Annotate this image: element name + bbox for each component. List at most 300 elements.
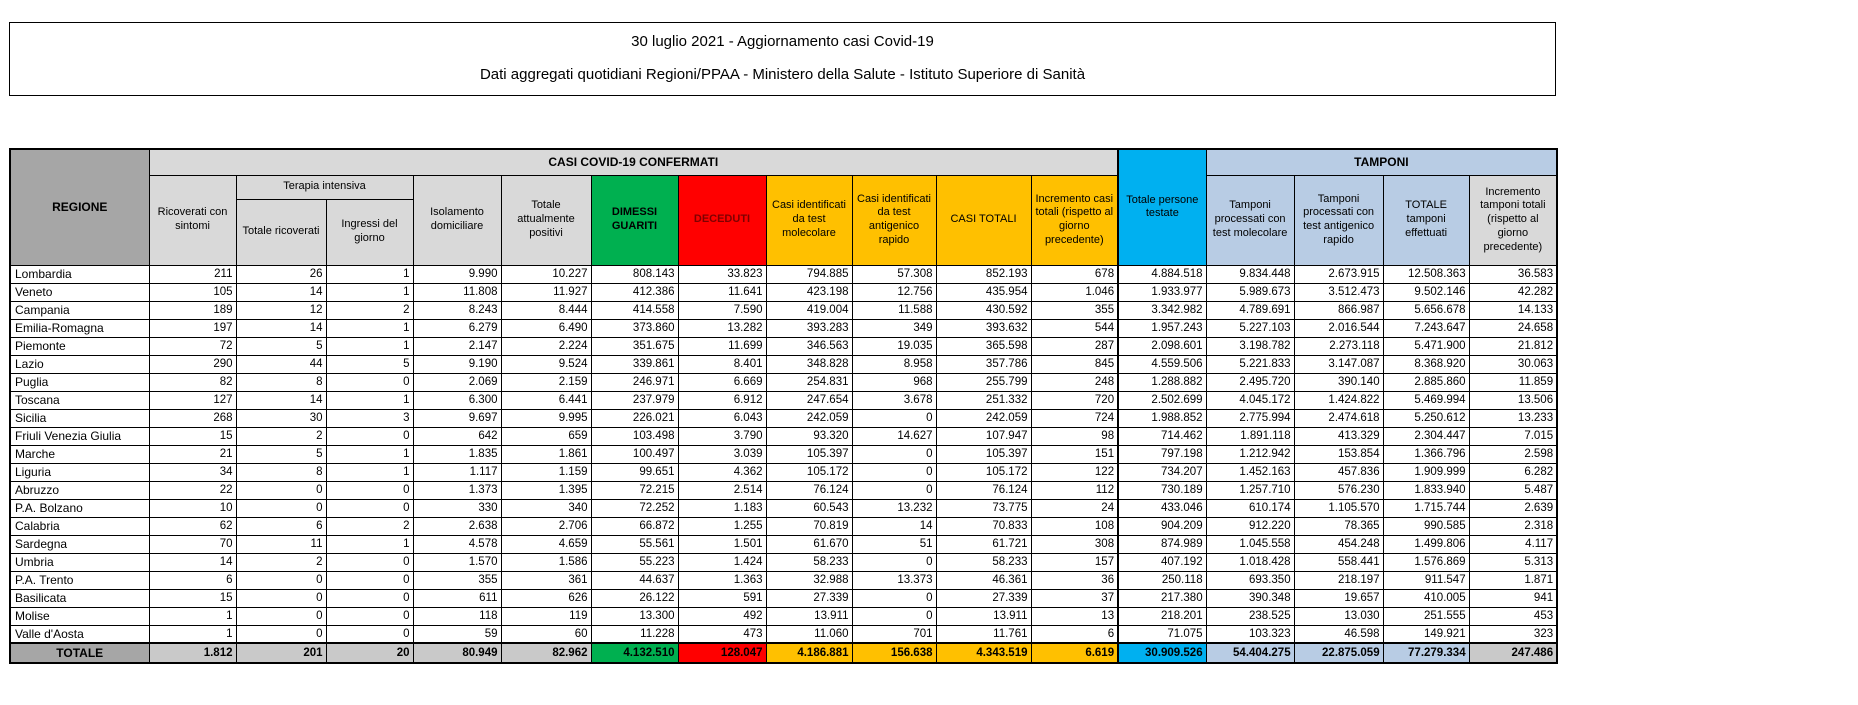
cell-isolamento: 330 <box>413 499 501 517</box>
cell-ricoverati_sintomi: 1 <box>149 625 236 643</box>
cell-casi_antigenico: 0 <box>852 445 936 463</box>
cell-totale_ricoverati: 12 <box>236 301 326 319</box>
cell-totale_tamponi: 5.471.900 <box>1383 337 1469 355</box>
cell-casi_molecolare: 60.543 <box>766 499 852 517</box>
cell-isolamento: 642 <box>413 427 501 445</box>
table-row <box>10 265 1557 283</box>
cell-dimessi: 414.558 <box>591 301 678 319</box>
cell-tamponi_molecolare: 610.174 <box>1206 499 1294 517</box>
header-isolamento: Isolamento domiciliare <box>413 175 501 265</box>
cell-casi_antigenico: 0 <box>852 481 936 499</box>
cell-totale_tamponi: 2.885.860 <box>1383 373 1469 391</box>
cell-ingressi_giorno: 0 <box>326 481 413 499</box>
total-row <box>10 643 1557 663</box>
cell-tamponi_antigenico: 2.673.915 <box>1294 265 1383 283</box>
region-name: Toscana <box>10 391 149 409</box>
region-name: Valle d'Aosta <box>10 625 149 643</box>
cell-attualmente_positivi: 10.227 <box>501 265 591 283</box>
cell-ricoverati_sintomi: 72 <box>149 337 236 355</box>
table-row <box>10 517 1557 535</box>
header-dimessi-guariti: DIMESSI GUARITI <box>591 175 678 265</box>
cell-attualmente_positivi: 340 <box>501 499 591 517</box>
cell-ricoverati_sintomi: 22 <box>149 481 236 499</box>
region-name: Calabria <box>10 517 149 535</box>
cell-dimessi: 351.675 <box>591 337 678 355</box>
cell-tamponi_molecolare: 2.495.720 <box>1206 373 1294 391</box>
cell-tamponi_antigenico: 390.140 <box>1294 373 1383 391</box>
total-cell-casi_totali: 4.343.519 <box>936 643 1031 663</box>
cell-persone_testate: 730.189 <box>1118 481 1206 499</box>
cell-casi_antigenico: 349 <box>852 319 936 337</box>
cell-casi_antigenico: 19.035 <box>852 337 936 355</box>
header-casi-antigenico: Casi identificati da test antigenico rapido <box>852 175 936 265</box>
cell-deceduti: 1.501 <box>678 535 766 553</box>
cell-casi_antigenico: 0 <box>852 409 936 427</box>
cell-incremento_casi: 845 <box>1031 355 1118 373</box>
header-incremento-tamponi: Incremento tamponi totali (rispetto al giorno precedente) <box>1469 175 1557 265</box>
cell-ricoverati_sintomi: 34 <box>149 463 236 481</box>
cell-ingressi_giorno: 0 <box>326 499 413 517</box>
cell-persone_testate: 1.988.852 <box>1118 409 1206 427</box>
table-row <box>10 535 1557 553</box>
cell-tamponi_molecolare: 4.789.691 <box>1206 301 1294 319</box>
cell-incremento_tamponi: 42.282 <box>1469 283 1557 301</box>
cell-isolamento: 6.279 <box>413 319 501 337</box>
cell-dimessi: 55.223 <box>591 553 678 571</box>
cell-isolamento: 9.697 <box>413 409 501 427</box>
cell-ingressi_giorno: 0 <box>326 427 413 445</box>
cell-casi_antigenico: 12.756 <box>852 283 936 301</box>
cell-deceduti: 6.669 <box>678 373 766 391</box>
cell-ricoverati_sintomi: 15 <box>149 427 236 445</box>
cell-attualmente_positivi: 60 <box>501 625 591 643</box>
header-group-terapia-intensiva: Terapia intensiva <box>236 175 413 199</box>
cell-ricoverati_sintomi: 105 <box>149 283 236 301</box>
cell-attualmente_positivi: 2.159 <box>501 373 591 391</box>
cell-isolamento: 6.300 <box>413 391 501 409</box>
total-cell-casi_molecolare: 4.186.881 <box>766 643 852 663</box>
cell-ricoverati_sintomi: 70 <box>149 535 236 553</box>
cell-casi_totali: 73.775 <box>936 499 1031 517</box>
cell-incremento_casi: 151 <box>1031 445 1118 463</box>
cell-incremento_casi: 157 <box>1031 553 1118 571</box>
cell-ingressi_giorno: 5 <box>326 355 413 373</box>
cell-isolamento: 2.069 <box>413 373 501 391</box>
region-name: Veneto <box>10 283 149 301</box>
cell-casi_molecolare: 242.059 <box>766 409 852 427</box>
cell-casi_totali: 107.947 <box>936 427 1031 445</box>
cell-totale_tamponi: 990.585 <box>1383 517 1469 535</box>
cell-casi_totali: 251.332 <box>936 391 1031 409</box>
cell-totale_ricoverati: 2 <box>236 553 326 571</box>
region-name: Puglia <box>10 373 149 391</box>
cell-attualmente_positivi: 6.490 <box>501 319 591 337</box>
cell-totale_tamponi: 1.909.999 <box>1383 463 1469 481</box>
cell-totale_tamponi: 410.005 <box>1383 589 1469 607</box>
table-row <box>10 409 1557 427</box>
cell-attualmente_positivi: 1.586 <box>501 553 591 571</box>
total-cell-totale_tamponi: 77.279.334 <box>1383 643 1469 663</box>
table-row <box>10 391 1557 409</box>
cell-incremento_tamponi: 13.233 <box>1469 409 1557 427</box>
cell-tamponi_molecolare: 912.220 <box>1206 517 1294 535</box>
cell-casi_antigenico: 14.627 <box>852 427 936 445</box>
region-name: Sicilia <box>10 409 149 427</box>
cell-persone_testate: 714.462 <box>1118 427 1206 445</box>
cell-persone_testate: 1.288.882 <box>1118 373 1206 391</box>
cell-persone_testate: 250.118 <box>1118 571 1206 589</box>
cell-persone_testate: 4.884.518 <box>1118 265 1206 283</box>
cell-incremento_tamponi: 13.506 <box>1469 391 1557 409</box>
cell-dimessi: 237.979 <box>591 391 678 409</box>
cell-incremento_tamponi: 2.598 <box>1469 445 1557 463</box>
cell-totale_tamponi: 1.499.806 <box>1383 535 1469 553</box>
cell-incremento_casi: 308 <box>1031 535 1118 553</box>
cell-casi_antigenico: 0 <box>852 589 936 607</box>
report-subtitle: Dati aggregati quotidiani Regioni/PPAA - Ministero della Salute - Istituto Superiore di Sanità <box>479 66 1086 83</box>
cell-incremento_tamponi: 1.871 <box>1469 571 1557 589</box>
title-box <box>9 22 1556 96</box>
cell-totale_tamponi: 8.368.920 <box>1383 355 1469 373</box>
cell-casi_molecolare: 247.654 <box>766 391 852 409</box>
header-persone-testate: Totale persone testate <box>1118 149 1206 265</box>
cell-persone_testate: 1.933.977 <box>1118 283 1206 301</box>
cell-casi_molecolare: 254.831 <box>766 373 852 391</box>
cell-totale_tamponi: 5.656.678 <box>1383 301 1469 319</box>
cell-totale_ricoverati: 30 <box>236 409 326 427</box>
cell-deceduti: 11.699 <box>678 337 766 355</box>
table-header <box>10 149 1557 265</box>
cell-totale_ricoverati: 5 <box>236 337 326 355</box>
report-title: 30 luglio 2021 - Aggiornamento casi Covid-19 <box>631 33 934 50</box>
cell-tamponi_antigenico: 3.147.087 <box>1294 355 1383 373</box>
cell-dimessi: 13.300 <box>591 607 678 625</box>
region-name: Liguria <box>10 463 149 481</box>
cell-dimessi: 26.122 <box>591 589 678 607</box>
table-body <box>10 265 1557 643</box>
cell-attualmente_positivi: 626 <box>501 589 591 607</box>
cell-dimessi: 44.637 <box>591 571 678 589</box>
total-cell-ricoverati_sintomi: 1.812 <box>149 643 236 663</box>
cell-persone_testate: 904.209 <box>1118 517 1206 535</box>
cell-casi_molecolare: 105.397 <box>766 445 852 463</box>
table-row <box>10 355 1557 373</box>
cell-attualmente_positivi: 9.524 <box>501 355 591 373</box>
total-cell-attualmente_positivi: 82.962 <box>501 643 591 663</box>
table-row <box>10 283 1557 301</box>
cell-ricoverati_sintomi: 197 <box>149 319 236 337</box>
cell-casi_totali: 430.592 <box>936 301 1031 319</box>
region-name: Emilia-Romagna <box>10 319 149 337</box>
cell-casi_totali: 58.233 <box>936 553 1031 571</box>
cell-dimessi: 55.561 <box>591 535 678 553</box>
cell-ricoverati_sintomi: 82 <box>149 373 236 391</box>
region-name: Umbria <box>10 553 149 571</box>
cell-tamponi_molecolare: 3.198.782 <box>1206 337 1294 355</box>
cell-incremento_casi: 678 <box>1031 265 1118 283</box>
cell-casi_molecolare: 423.198 <box>766 283 852 301</box>
cell-totale_tamponi: 1.833.940 <box>1383 481 1469 499</box>
cell-persone_testate: 1.957.243 <box>1118 319 1206 337</box>
cell-totale_ricoverati: 26 <box>236 265 326 283</box>
table-row <box>10 427 1557 445</box>
cell-tamponi_molecolare: 1.212.942 <box>1206 445 1294 463</box>
cell-casi_antigenico: 14 <box>852 517 936 535</box>
cell-casi_antigenico: 57.308 <box>852 265 936 283</box>
cell-persone_testate: 734.207 <box>1118 463 1206 481</box>
cell-persone_testate: 797.198 <box>1118 445 1206 463</box>
cell-casi_molecolare: 32.988 <box>766 571 852 589</box>
cell-tamponi_molecolare: 9.834.448 <box>1206 265 1294 283</box>
cell-deceduti: 3.039 <box>678 445 766 463</box>
cell-tamponi_molecolare: 1.018.428 <box>1206 553 1294 571</box>
cell-tamponi_antigenico: 866.987 <box>1294 301 1383 319</box>
cell-attualmente_positivi: 9.995 <box>501 409 591 427</box>
total-cell-dimessi: 4.132.510 <box>591 643 678 663</box>
cell-isolamento: 8.243 <box>413 301 501 319</box>
cell-deceduti: 8.401 <box>678 355 766 373</box>
cell-ingressi_giorno: 0 <box>326 607 413 625</box>
cell-incremento_casi: 248 <box>1031 373 1118 391</box>
cell-attualmente_positivi: 1.159 <box>501 463 591 481</box>
cell-deceduti: 4.362 <box>678 463 766 481</box>
cell-tamponi_antigenico: 2.016.544 <box>1294 319 1383 337</box>
region-name: P.A. Bolzano <box>10 499 149 517</box>
cell-tamponi_antigenico: 413.329 <box>1294 427 1383 445</box>
cell-persone_testate: 71.075 <box>1118 625 1206 643</box>
cell-casi_antigenico: 11.588 <box>852 301 936 319</box>
header-deceduti: DECEDUTI <box>678 175 766 265</box>
table-row <box>10 571 1557 589</box>
cell-attualmente_positivi: 4.659 <box>501 535 591 553</box>
cell-tamponi_antigenico: 13.030 <box>1294 607 1383 625</box>
cell-casi_molecolare: 70.819 <box>766 517 852 535</box>
total-cell-persone_testate: 30.909.526 <box>1118 643 1206 663</box>
cell-incremento_casi: 720 <box>1031 391 1118 409</box>
cell-casi_molecolare: 105.172 <box>766 463 852 481</box>
region-name: Marche <box>10 445 149 463</box>
cell-casi_molecolare: 348.828 <box>766 355 852 373</box>
cell-dimessi: 11.228 <box>591 625 678 643</box>
cell-casi_antigenico: 13.232 <box>852 499 936 517</box>
total-cell-ingressi_giorno: 20 <box>326 643 413 663</box>
cell-totale_ricoverati: 0 <box>236 499 326 517</box>
cell-tamponi_molecolare: 1.045.558 <box>1206 535 1294 553</box>
cell-incremento_casi: 98 <box>1031 427 1118 445</box>
cell-attualmente_positivi: 1.861 <box>501 445 591 463</box>
cell-ingressi_giorno: 1 <box>326 265 413 283</box>
cell-tamponi_antigenico: 218.197 <box>1294 571 1383 589</box>
cell-incremento_tamponi: 323 <box>1469 625 1557 643</box>
cell-incremento_casi: 13 <box>1031 607 1118 625</box>
cell-ricoverati_sintomi: 10 <box>149 499 236 517</box>
cell-casi_molecolare: 11.060 <box>766 625 852 643</box>
cell-isolamento: 9.990 <box>413 265 501 283</box>
cell-persone_testate: 217.380 <box>1118 589 1206 607</box>
cell-dimessi: 103.498 <box>591 427 678 445</box>
cell-casi_totali: 393.632 <box>936 319 1031 337</box>
cell-totale_tamponi: 5.250.612 <box>1383 409 1469 427</box>
region-name: Friuli Venezia Giulia <box>10 427 149 445</box>
cell-totale_ricoverati: 0 <box>236 607 326 625</box>
cell-totale_ricoverati: 5 <box>236 445 326 463</box>
cell-tamponi_molecolare: 1.452.163 <box>1206 463 1294 481</box>
cell-attualmente_positivi: 361 <box>501 571 591 589</box>
header-ingressi-giorno: Ingressi del giorno <box>326 199 413 265</box>
cell-casi_totali: 11.761 <box>936 625 1031 643</box>
cell-casi_totali: 242.059 <box>936 409 1031 427</box>
cell-incremento_casi: 122 <box>1031 463 1118 481</box>
cell-casi_totali: 357.786 <box>936 355 1031 373</box>
cell-tamponi_molecolare: 5.227.103 <box>1206 319 1294 337</box>
cell-tamponi_molecolare: 390.348 <box>1206 589 1294 607</box>
header-casi-totali: CASI TOTALI <box>936 175 1031 265</box>
cell-tamponi_molecolare: 4.045.172 <box>1206 391 1294 409</box>
cell-isolamento: 118 <box>413 607 501 625</box>
cell-ingressi_giorno: 3 <box>326 409 413 427</box>
cell-ricoverati_sintomi: 14 <box>149 553 236 571</box>
cell-ingressi_giorno: 1 <box>326 391 413 409</box>
cell-casi_antigenico: 968 <box>852 373 936 391</box>
cell-casi_totali: 365.598 <box>936 337 1031 355</box>
cell-incremento_tamponi: 2.318 <box>1469 517 1557 535</box>
cell-totale_ricoverati: 0 <box>236 571 326 589</box>
header-incremento-casi: Incremento casi totali (rispetto al giorno precedente) <box>1031 175 1118 265</box>
table-row <box>10 445 1557 463</box>
cell-ricoverati_sintomi: 290 <box>149 355 236 373</box>
cell-deceduti: 7.590 <box>678 301 766 319</box>
total-cell-incremento_casi: 6.619 <box>1031 643 1118 663</box>
cell-incremento_tamponi: 2.639 <box>1469 499 1557 517</box>
cell-dimessi: 66.872 <box>591 517 678 535</box>
cell-casi_molecolare: 794.885 <box>766 265 852 283</box>
cell-ricoverati_sintomi: 21 <box>149 445 236 463</box>
cell-ingressi_giorno: 1 <box>326 283 413 301</box>
cell-dimessi: 808.143 <box>591 265 678 283</box>
cell-casi_molecolare: 419.004 <box>766 301 852 319</box>
cell-ricoverati_sintomi: 211 <box>149 265 236 283</box>
cell-attualmente_positivi: 2.224 <box>501 337 591 355</box>
cell-casi_totali: 435.954 <box>936 283 1031 301</box>
cell-incremento_casi: 1.046 <box>1031 283 1118 301</box>
cell-tamponi_molecolare: 1.891.118 <box>1206 427 1294 445</box>
cell-incremento_tamponi: 14.133 <box>1469 301 1557 319</box>
cell-deceduti: 1.255 <box>678 517 766 535</box>
cell-tamponi_molecolare: 5.989.673 <box>1206 283 1294 301</box>
cell-isolamento: 4.578 <box>413 535 501 553</box>
cell-dimessi: 373.860 <box>591 319 678 337</box>
cell-isolamento: 355 <box>413 571 501 589</box>
table-footer <box>10 643 1557 663</box>
cell-casi_antigenico: 13.373 <box>852 571 936 589</box>
cell-deceduti: 492 <box>678 607 766 625</box>
cell-ingressi_giorno: 0 <box>326 625 413 643</box>
cell-tamponi_antigenico: 2.474.618 <box>1294 409 1383 427</box>
header-group-tamponi: TAMPONI <box>1206 149 1557 175</box>
cell-incremento_casi: 108 <box>1031 517 1118 535</box>
cell-dimessi: 226.021 <box>591 409 678 427</box>
cell-ingressi_giorno: 1 <box>326 463 413 481</box>
cell-deceduti: 473 <box>678 625 766 643</box>
table-row <box>10 301 1557 319</box>
region-name: Campania <box>10 301 149 319</box>
cell-casi_molecolare: 76.124 <box>766 481 852 499</box>
cell-dimessi: 246.971 <box>591 373 678 391</box>
header-regione: REGIONE <box>10 149 149 265</box>
cell-incremento_tamponi: 11.859 <box>1469 373 1557 391</box>
total-label: TOTALE <box>10 643 149 663</box>
region-name: P.A. Trento <box>10 571 149 589</box>
cell-dimessi: 339.861 <box>591 355 678 373</box>
table-row <box>10 463 1557 481</box>
cell-deceduti: 591 <box>678 589 766 607</box>
cell-deceduti: 13.282 <box>678 319 766 337</box>
cell-persone_testate: 433.046 <box>1118 499 1206 517</box>
cell-casi_totali: 255.799 <box>936 373 1031 391</box>
cell-casi_totali: 70.833 <box>936 517 1031 535</box>
cell-totale_tamponi: 1.715.744 <box>1383 499 1469 517</box>
cell-totale_tamponi: 2.304.447 <box>1383 427 1469 445</box>
cell-totale_ricoverati: 14 <box>236 391 326 409</box>
cell-incremento_casi: 24 <box>1031 499 1118 517</box>
cell-casi_antigenico: 0 <box>852 463 936 481</box>
cell-tamponi_antigenico: 78.365 <box>1294 517 1383 535</box>
cell-casi_totali: 46.361 <box>936 571 1031 589</box>
cell-ingressi_giorno: 1 <box>326 445 413 463</box>
cell-casi_antigenico: 701 <box>852 625 936 643</box>
cell-attualmente_positivi: 119 <box>501 607 591 625</box>
cell-dimessi: 412.386 <box>591 283 678 301</box>
table-row <box>10 319 1557 337</box>
cell-ingressi_giorno: 2 <box>326 517 413 535</box>
cell-totale_ricoverati: 0 <box>236 625 326 643</box>
cell-ricoverati_sintomi: 1 <box>149 607 236 625</box>
cell-tamponi_antigenico: 454.248 <box>1294 535 1383 553</box>
cell-incremento_tamponi: 5.487 <box>1469 481 1557 499</box>
cell-tamponi_antigenico: 1.424.822 <box>1294 391 1383 409</box>
cell-incremento_tamponi: 30.063 <box>1469 355 1557 373</box>
cell-persone_testate: 218.201 <box>1118 607 1206 625</box>
cell-totale_tamponi: 911.547 <box>1383 571 1469 589</box>
cell-incremento_tamponi: 7.015 <box>1469 427 1557 445</box>
cell-isolamento: 1.570 <box>413 553 501 571</box>
cell-casi_molecolare: 346.563 <box>766 337 852 355</box>
cell-tamponi_molecolare: 2.775.994 <box>1206 409 1294 427</box>
cell-totale_tamponi: 12.508.363 <box>1383 265 1469 283</box>
cell-deceduti: 1.363 <box>678 571 766 589</box>
cell-tamponi_antigenico: 576.230 <box>1294 481 1383 499</box>
cell-deceduti: 6.912 <box>678 391 766 409</box>
cell-incremento_tamponi: 24.658 <box>1469 319 1557 337</box>
cell-persone_testate: 3.342.982 <box>1118 301 1206 319</box>
cell-totale_tamponi: 251.555 <box>1383 607 1469 625</box>
cell-tamponi_antigenico: 457.836 <box>1294 463 1383 481</box>
cell-ingressi_giorno: 0 <box>326 589 413 607</box>
cell-incremento_tamponi: 4.117 <box>1469 535 1557 553</box>
cell-totale_tamponi: 1.576.869 <box>1383 553 1469 571</box>
cell-deceduti: 2.514 <box>678 481 766 499</box>
cell-dimessi: 72.215 <box>591 481 678 499</box>
cell-casi_antigenico: 3.678 <box>852 391 936 409</box>
region-name: Abruzzo <box>10 481 149 499</box>
cell-isolamento: 1.835 <box>413 445 501 463</box>
table-row <box>10 499 1557 517</box>
cell-isolamento: 2.638 <box>413 517 501 535</box>
cell-persone_testate: 874.989 <box>1118 535 1206 553</box>
header-casi-molecolare: Casi identificati da test molecolare <box>766 175 852 265</box>
cell-casi_antigenico: 0 <box>852 607 936 625</box>
cell-casi_antigenico: 0 <box>852 553 936 571</box>
